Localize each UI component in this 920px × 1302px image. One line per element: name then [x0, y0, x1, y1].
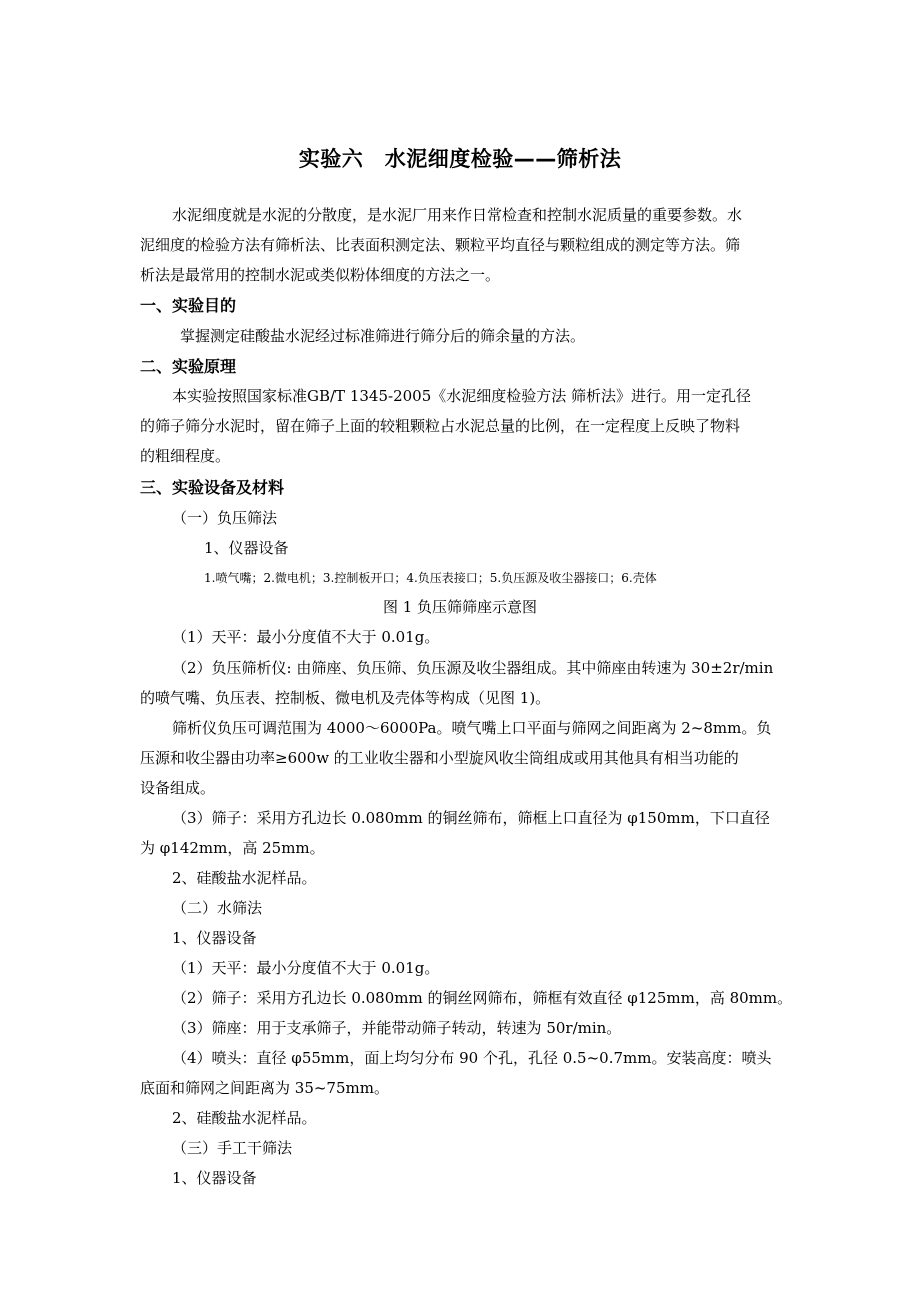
sub1-p1: （1）天平：最小分度值不大于 0.01g。 — [172, 628, 440, 646]
sub1-p2-line-2: 的喷气嘴、负压表、控制板、微电机及壳体等构成（见图 1)。 — [140, 689, 551, 707]
section-heading-equipment: 三、实验设备及材料 — [140, 478, 285, 497]
page-title: 实验六 水泥细度检验——筛析法 — [298, 147, 622, 171]
sub2-item1: 1、仪器设备 — [172, 929, 257, 947]
sub2-p1: （1）天平：最小分度值不大于 0.01g。 — [172, 959, 440, 977]
sub1-item2: 2、硅酸盐水泥样品。 — [172, 869, 317, 887]
intro-line-1: 水泥细度就是水泥的分散度，是水泥厂用来作日常检查和控制水泥质量的重要参数。水 — [172, 206, 743, 224]
sub2-item2: 2、硅酸盐水泥样品。 — [172, 1109, 317, 1127]
intro-line-3: 析法是最常用的控制水泥或类似粉体细度的方法之一。 — [140, 266, 501, 284]
figure-legend: 1.喷气嘴；2.微电机；3.控制板开口；4.负压表接口；5.负压源及收尘器接口；6.壳体 — [204, 571, 657, 585]
sub1-p3-line-2: 压源和收尘器由功率≥600w 的工业收尘器和小型旋风收尘筒组成或用其他具有相当功能的 — [140, 749, 739, 767]
sub2-p4-line-2: 底面和筛网之间距离为 35~75mm。 — [140, 1079, 389, 1097]
sub2-p3: （3）筛座：用于支承筛子，并能带动筛子转动，转速为 50r/min。 — [172, 1019, 622, 1037]
figure-caption: 图 1 负压筛筛座示意图 — [382, 598, 538, 616]
sub2-label: （二）水筛法 — [172, 899, 263, 917]
sub1-item1: 1、仪器设备 — [204, 539, 289, 557]
intro-line-2: 泥细度的检验方法有筛析法、比表面积测定法、颗粒平均直径与颗粒组成的测定等方法。筛 — [140, 236, 741, 254]
sub1-p2-line-1: （2）负压筛析仪: 由筛座、负压筛、负压源及收尘器组成。其中筛座由转速为 30±2r/min — [172, 659, 774, 677]
sub1-p4-line-1: （3）筛子：采用方孔边长 0.080mm 的铜丝筛布，筛框上口直径为 φ150mm，下口直径 — [172, 809, 770, 827]
principle-line-3: 的粗细程度。 — [140, 447, 231, 465]
sub2-p2: （2）筛子：采用方孔边长 0.080mm 的铜丝网筛布，筛框有效直径 φ125mm，高 80mm。 — [172, 989, 793, 1007]
principle-line-2: 的筛子筛分水泥时，留在筛子上面的较粗颗粒占水泥总量的比例，在一定程度上反映了物料 — [140, 417, 741, 435]
sub1-p3-line-1: 筛析仪负压可调范围为 4000～6000Pa。喷气嘴上口平面与筛网之间距离为 2~8mm。负 — [172, 719, 772, 737]
sub1-label: （一）负压筛法 — [172, 509, 278, 527]
sub2-p4-line-1: （4）喷头：直径 φ55mm，面上均匀分布 90 个孔，孔径 0.5~0.7mm。安装高度：喷头 — [172, 1049, 772, 1067]
sub1-p4-line-2: 为 φ142mm，高 25mm。 — [140, 839, 325, 857]
sub1-p3-line-3: 设备组成。 — [140, 779, 216, 797]
purpose-text: 掌握测定硅酸盐水泥经过标准筛进行筛分后的筛余量的方法。 — [180, 327, 586, 345]
section-heading-principle: 二、实验原理 — [140, 357, 237, 376]
sub3-item1: 1、仪器设备 — [172, 1169, 257, 1187]
sub3-label: （三）手工干筛法 — [172, 1139, 293, 1157]
principle-line-1: 本实验按照国家标准GB/T 1345-2005《水泥细度检验方法 筛析法》进行。用一定孔径 — [172, 387, 752, 405]
section-heading-purpose: 一、实验目的 — [140, 296, 237, 315]
